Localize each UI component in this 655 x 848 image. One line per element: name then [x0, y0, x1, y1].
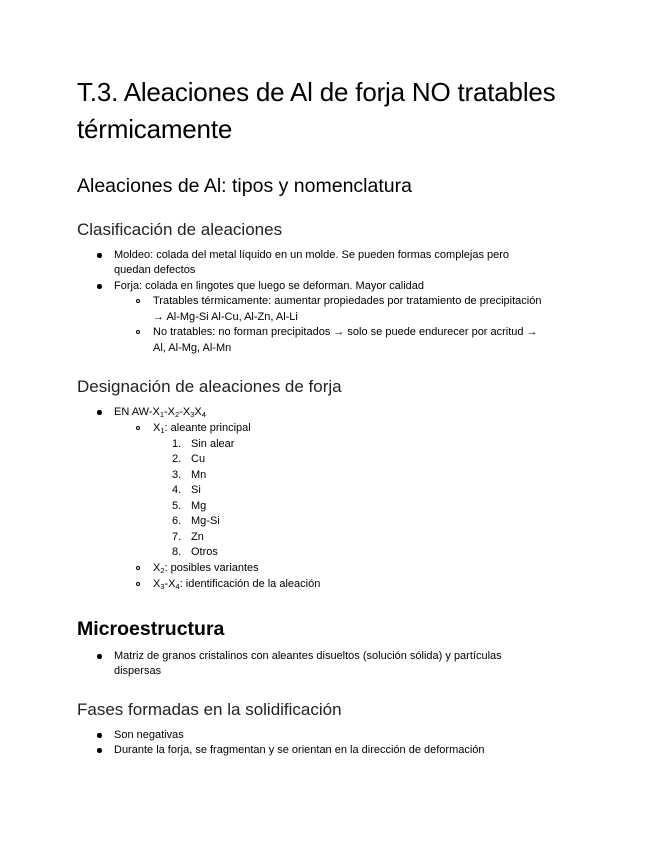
section-heading-tipos: Aleaciones de Al: tipos y nomenclatura — [77, 175, 412, 197]
numbered-item: 4. Si — [172, 484, 201, 496]
bullet-dot — [97, 253, 102, 258]
bullet-dot — [97, 284, 102, 289]
list-item-moldeo-cont: quedan defectos — [114, 264, 196, 276]
list-item-moldeo: Moldeo: colada del metal líquido en un molde. Se pueden formas complejas pero — [114, 249, 510, 261]
list-item-forja-fragmentan: Durante la forja, se fragmentan y se orientan en la dirección de deformación — [114, 744, 485, 756]
list-item-tratables: Tratables térmicamente: aumentar propiedades por tratamiento de precipitación — [153, 295, 542, 307]
list-item-tratables-cont: → Al-Mg-Si Al-Cu, Al-Zn, Al-Li — [153, 311, 298, 323]
bullet-ring — [136, 299, 140, 303]
numbered-item: 8. Otros — [172, 546, 218, 558]
list-item-no-tratables: No tratables: no forman precipitados → solo se puede endurecer por acritud → — [153, 326, 538, 338]
section-heading-microestructura: Microestructura — [77, 618, 225, 640]
list-item-no-tratables-cont: Al, Al-Mg, Al-Mn — [153, 342, 232, 354]
list-item-forja: Forja: colada en lingotes que luego se deforman. Mayor calidad — [114, 280, 425, 292]
bullet-dot — [97, 748, 102, 753]
numbered-item: 1. Sin alear — [172, 438, 235, 450]
numbered-item: 5. Mg — [172, 500, 207, 512]
bullet-dot — [97, 733, 102, 738]
numbered-item: 7. Zn — [172, 531, 204, 543]
list-item-designacion-en: EN $AW-X_1-X_2-X_3X_4$ — [114, 406, 206, 419]
list-item-matriz: Matriz de granos cristalinos con aleantes disueltos (solución sólida) y partículas — [114, 650, 502, 662]
numbered-item: 3. Mn — [172, 469, 207, 481]
list-item-x3-x4: $X_3-X_4$: identificación de la aleación — [153, 578, 321, 591]
bullet-dot — [97, 654, 102, 659]
subheading-fases: Fases formadas en la solidificación — [77, 700, 342, 719]
subheading-designacion: Designación de aleaciones de forja — [77, 377, 342, 396]
bullet-ring — [136, 582, 140, 586]
numbered-item: 6. Mg-Si — [172, 515, 220, 527]
bullet-ring — [136, 566, 140, 570]
list-item-x2: $X_2$: posibles variantes — [153, 562, 259, 575]
list-item-x1: $X_1$: aleante principal — [153, 422, 251, 435]
document-title: T.3. Aleaciones de Al de forja NO tratables térmicamente — [77, 77, 556, 144]
bullet-ring — [136, 426, 140, 430]
numbered-item: 2. Cu — [172, 453, 206, 465]
subheading-clasificacion: Clasificación de aleaciones — [77, 220, 283, 239]
bullet-dot — [97, 410, 102, 415]
list-item-matriz-cont: dispersas — [114, 665, 162, 677]
list-item-negativas: Son negativas — [114, 729, 184, 741]
bullet-ring — [136, 330, 140, 334]
